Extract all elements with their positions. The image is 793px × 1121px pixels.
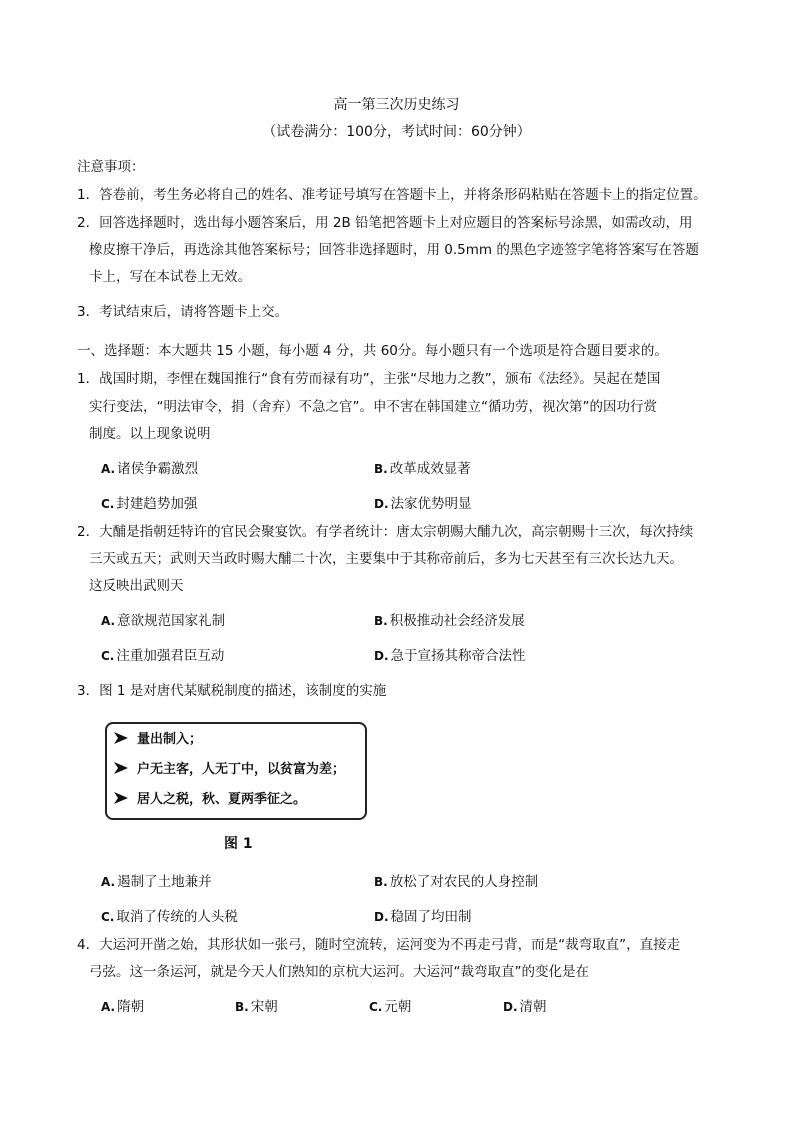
- q2-line-1: 2．大酺是指朝廷特许的官民会聚宴饮。有学者统计：唐太宗朝赐大酺九次，高宗朝赐十三次，每次持续: [77, 524, 694, 540]
- q4-option-a-label: A.: [101, 1000, 116, 1014]
- q1-line-1: 1．战国时期，李悝在魏国推行“食有劳而禄有功”，主张“尽地力之教”，颁布《法经》。吴起在楚国: [77, 371, 661, 387]
- exam-title: 高一第三次历史练习: [333, 97, 460, 113]
- note-2-line-2: 橡皮擦干净后，再选涂其他答案标号；回答非选择题时，用 0.5mm 的黑色字迹签字笔将答案写在答题: [89, 242, 699, 258]
- arrow-bullet-icon: [113, 791, 129, 805]
- q1-option-c-label: C.: [101, 497, 115, 511]
- q1-option-c-text: 封建趋势加强: [116, 496, 198, 512]
- q3-option-b-text: 放松了对农民的人身控制: [389, 874, 539, 890]
- q1-line-2: 实行变法，“明法审令，捐（舍弃）不急之官”。申不害在韩国建立“循功劳，视次第”的因功行赏: [89, 399, 657, 415]
- q1-option-d[interactable]: [374, 494, 472, 514]
- q3-line-1: 3．图 1 是对唐代某赋税制度的描述，该制度的实施: [77, 683, 387, 699]
- figure-row-3-text: 居人之税，秋、夏两季征之。: [137, 792, 307, 807]
- q4-line-2: 弓弦。这一条运河，就是今天人们熟知的京杭大运河。大运河“裁弯取直”的变化是在: [89, 964, 589, 980]
- q3-option-c-text: 取消了传统的人头税: [116, 909, 238, 925]
- q3-option-a-text: 遏制了土地兼并: [117, 874, 212, 890]
- q2-option-a-text: 意欲规范国家礼制: [117, 613, 226, 629]
- section-heading: 一、选择题：本大题共 15 小题，每小题 4 分，共 60分。每小题只有一个选项是符合题目要求的。: [77, 343, 668, 359]
- q4-option-d-text: 清朝: [519, 999, 547, 1015]
- q1-option-b[interactable]: [374, 459, 471, 479]
- note-2-line-3: 卡上，写在本试卷上无效。: [89, 269, 251, 285]
- figure-row-2: [113, 760, 345, 780]
- q2-option-b-label: B.: [374, 614, 388, 628]
- q4-option-a[interactable]: [101, 997, 144, 1017]
- q1-option-b-text: 改革成效显著: [389, 461, 471, 477]
- note-1: 1．答卷前，考生务必将自己的姓名、准考证号填写在答题卡上，并将条形码粘贴在答题卡上的指定位置。: [77, 187, 707, 203]
- q2-option-c-label: C.: [101, 649, 115, 663]
- notes-heading: 注意事项：: [77, 159, 145, 175]
- q1-option-a[interactable]: [101, 459, 198, 479]
- q3-option-b[interactable]: [374, 872, 538, 892]
- q3-option-d[interactable]: [374, 907, 472, 927]
- q1-option-a-label: A.: [101, 462, 116, 476]
- q1-option-d-label: D.: [374, 497, 389, 511]
- q1-option-a-text: 诸侯争霸激烈: [117, 461, 199, 477]
- exam-subtitle: （试卷满分：100分，考试时间：60分钟）: [262, 124, 531, 140]
- q4-option-a-text: 隋朝: [117, 999, 145, 1015]
- q2-option-c-text: 注重加强君臣互动: [116, 648, 225, 664]
- q1-option-d-text: 法家优势明显: [390, 496, 472, 512]
- q2-option-a-label: A.: [101, 614, 116, 628]
- figure-1-box: [105, 722, 367, 820]
- q3-option-a-label: A.: [101, 875, 116, 889]
- q3-option-d-text: 稳固了均田制: [390, 909, 472, 925]
- q4-option-b[interactable]: [235, 997, 278, 1017]
- q3-option-c-label: C.: [101, 910, 115, 924]
- figure-row-1: [113, 730, 202, 750]
- q2-option-d-label: D.: [374, 649, 389, 663]
- q4-option-b-label: B.: [235, 1000, 249, 1014]
- figure-row-1-text: 量出制入；: [137, 732, 203, 747]
- arrow-bullet-icon: [113, 761, 129, 775]
- q2-line-3: 这反映出武则天: [89, 578, 184, 594]
- q3-option-b-label: B.: [374, 875, 388, 889]
- q2-line-2: 三天或五天；武则天当政时赐大酺二十次，主要集中于其称帝前后，多为七天甚至有三次长达九天。: [89, 551, 683, 567]
- q2-option-d[interactable]: [374, 646, 526, 666]
- q4-option-d[interactable]: [503, 997, 547, 1017]
- figure-1-caption: 图 1: [224, 836, 253, 852]
- arrow-bullet-icon: [113, 731, 129, 745]
- q4-line-1: 4．大运河开凿之始，其形状如一张弓，随时空流转，运河变为不再走弓背，而是“裁弯取直”，直接走: [77, 937, 681, 953]
- q4-option-d-label: D.: [503, 1000, 518, 1014]
- q1-line-3: 制度。以上现象说明: [89, 426, 211, 442]
- q2-option-a[interactable]: [101, 611, 225, 631]
- q4-option-b-text: 宋朝: [250, 999, 278, 1015]
- q2-option-b-text: 积极推动社会经济发展: [389, 613, 525, 629]
- q3-option-a[interactable]: [101, 872, 212, 892]
- q4-option-c-text: 元朝: [384, 999, 412, 1015]
- q2-option-b[interactable]: [374, 611, 525, 631]
- q2-option-c[interactable]: [101, 646, 224, 666]
- q4-option-c-label: C.: [369, 1000, 383, 1014]
- figure-row-3: [113, 790, 306, 810]
- q2-option-d-text: 急于宣扬其称帝合法性: [390, 648, 526, 664]
- note-2-line-1: 2．回答选择题时，选出每小题答案后，用 2B 铅笔把答题卡上对应题目的答案标号涂黑，如需改动，用: [77, 215, 693, 231]
- q1-option-b-label: B.: [374, 462, 388, 476]
- q1-option-c[interactable]: [101, 494, 197, 514]
- q4-option-c[interactable]: [369, 997, 411, 1017]
- figure-row-2-text: 户无主客，人无丁中，以贫富为差；: [137, 762, 346, 777]
- q3-option-c[interactable]: [101, 907, 238, 927]
- note-3: 3．考试结束后，请将答题卡上交。: [77, 304, 289, 320]
- q3-option-d-label: D.: [374, 910, 389, 924]
